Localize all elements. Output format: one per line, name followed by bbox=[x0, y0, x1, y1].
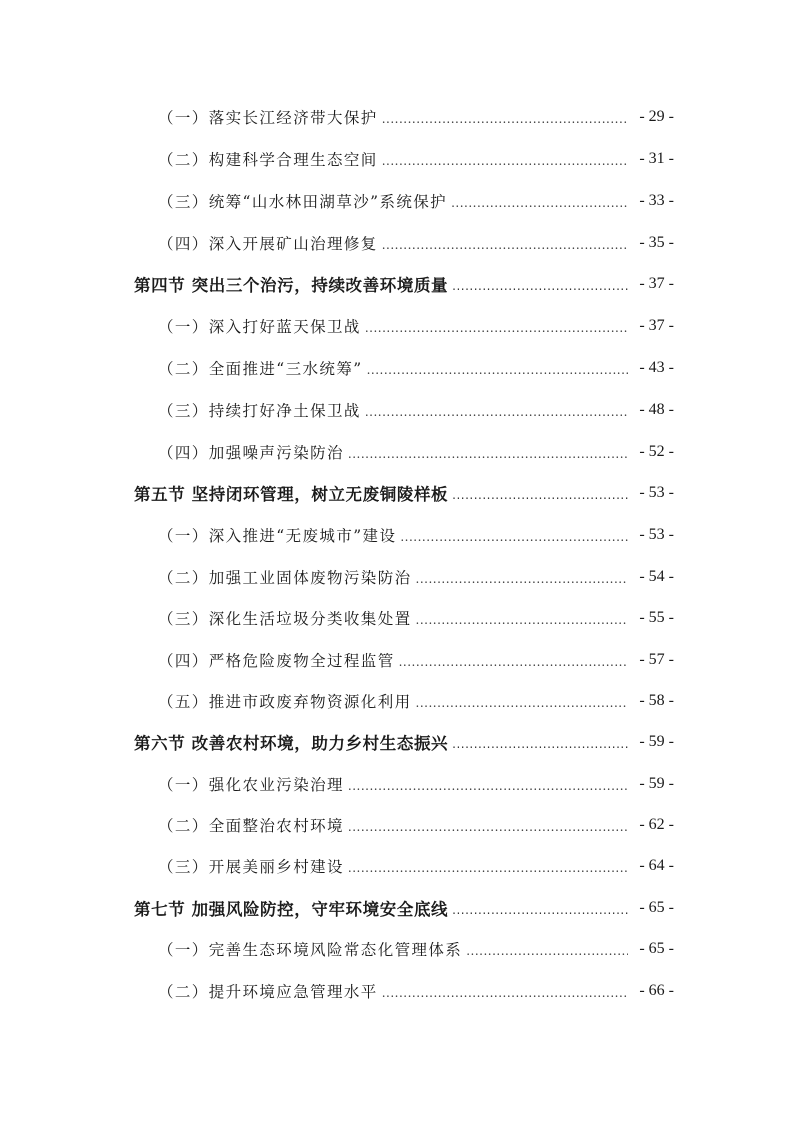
toc-entry-sub[interactable] bbox=[0, 353, 794, 383]
toc-entry-page: - 64 - bbox=[639, 857, 674, 874]
toc-entry-sub[interactable] bbox=[0, 810, 794, 840]
dot-leader bbox=[416, 572, 628, 586]
toc-entry-page: - 53 - bbox=[639, 526, 674, 543]
dot-leader bbox=[348, 447, 628, 461]
toc-entry-title: （四）严格危险废物全过程监管 bbox=[158, 652, 395, 670]
dot-leader bbox=[452, 279, 628, 293]
toc-entry-page: - 65 - bbox=[639, 899, 674, 916]
toc-entry-title: 第六节 改善农村环境，助力乡村生态振兴 bbox=[134, 734, 449, 753]
toc-entry-sub[interactable] bbox=[0, 645, 794, 675]
toc-entry-page: - 62 - bbox=[639, 816, 674, 833]
toc-entry-title: （一）强化农业污染治理 bbox=[158, 776, 344, 794]
toc-entry-title: （三）统筹“山水林田湖草沙”系统保护 bbox=[158, 193, 448, 211]
toc-entry-sub[interactable] bbox=[0, 851, 794, 881]
toc-entry-sub[interactable] bbox=[0, 437, 794, 467]
toc-entry-page: - 57 - bbox=[639, 651, 674, 668]
toc-entry-sub[interactable] bbox=[0, 562, 794, 592]
toc-entry-title: 第七节 加强风险防控，守牢环境安全底线 bbox=[134, 900, 449, 919]
toc-entry-sub[interactable] bbox=[0, 603, 794, 633]
toc-entry-page: - 66 - bbox=[639, 982, 674, 999]
toc-entry-page: - 33 - bbox=[639, 192, 674, 209]
toc-entry-page: - 52 - bbox=[639, 443, 674, 460]
toc-entry-sub[interactable] bbox=[0, 686, 794, 716]
dot-leader bbox=[382, 112, 628, 126]
toc-entry-page: - 58 - bbox=[639, 692, 674, 709]
toc-entry-title: （二）提升环境应急管理水平 bbox=[158, 983, 378, 1001]
toc-entry-page: - 31 - bbox=[639, 150, 674, 167]
dot-leader bbox=[348, 861, 628, 875]
toc-entry-sub[interactable] bbox=[0, 934, 794, 964]
dot-leader bbox=[452, 903, 628, 917]
toc-entry-title: （三）持续打好净土保卫战 bbox=[158, 402, 361, 420]
dot-leader bbox=[348, 779, 628, 793]
dot-leader bbox=[382, 154, 628, 168]
toc-entry-sub[interactable] bbox=[0, 976, 794, 1006]
dot-leader bbox=[365, 321, 628, 335]
dot-leader bbox=[399, 655, 628, 669]
dot-leader bbox=[382, 238, 628, 252]
toc-entry-title: （一）深入打好蓝天保卫战 bbox=[158, 318, 361, 336]
toc-entry-title: （四）加强噪声污染防治 bbox=[158, 444, 344, 462]
toc-entry-page: - 54 - bbox=[639, 568, 674, 585]
toc-entry-title: （二）构建科学合理生态空间 bbox=[158, 151, 378, 169]
toc-entry-title: 第五节 坚持闭环管理，树立无废铜陵样板 bbox=[134, 485, 449, 504]
toc-entry-page: - 65 - bbox=[639, 940, 674, 957]
toc-entry-title: （三）深化生活垃圾分类收集处置 bbox=[158, 610, 412, 628]
toc-entry-page: - 53 - bbox=[639, 484, 674, 501]
toc-entry-section[interactable] bbox=[0, 893, 794, 923]
toc-entry-sub[interactable] bbox=[0, 520, 794, 550]
toc-entry-page: - 35 - bbox=[639, 234, 674, 251]
toc-entry-page: - 59 - bbox=[639, 775, 674, 792]
dot-leader bbox=[452, 737, 628, 751]
toc-entry-title: 第四节 突出三个治污，持续改善环境质量 bbox=[134, 276, 449, 295]
toc-entry-sub[interactable] bbox=[0, 228, 794, 258]
toc-entry-sub[interactable] bbox=[0, 311, 794, 341]
toc-entry-title: （一）落实长江经济带大保护 bbox=[158, 109, 378, 127]
toc-entry-page: - 43 - bbox=[639, 359, 674, 376]
toc-entry-section[interactable] bbox=[0, 478, 794, 508]
dot-leader bbox=[416, 613, 628, 627]
dot-leader bbox=[367, 363, 628, 377]
toc-entry-title: （一）深入推进“无废城市”建设 bbox=[158, 527, 397, 545]
dot-leader bbox=[451, 196, 628, 210]
toc-entry-sub[interactable] bbox=[0, 102, 794, 132]
toc-entry-page: - 55 - bbox=[639, 609, 674, 626]
toc-entry-page: - 37 - bbox=[639, 275, 674, 292]
toc-entry-page: - 37 - bbox=[639, 317, 674, 334]
toc-entry-sub[interactable] bbox=[0, 769, 794, 799]
dot-leader bbox=[348, 820, 628, 834]
toc-entry-page: - 29 - bbox=[639, 108, 674, 125]
dot-leader bbox=[400, 530, 628, 544]
toc-entry-title: （五）推进市政废弃物资源化利用 bbox=[158, 693, 412, 711]
toc-entry-sub[interactable] bbox=[0, 186, 794, 216]
toc-entry-title: （二）全面整治农村环境 bbox=[158, 817, 344, 835]
dot-leader bbox=[382, 986, 628, 1000]
toc-entry-page: - 48 - bbox=[639, 401, 674, 418]
dot-leader bbox=[365, 405, 628, 419]
toc-entry-title: （三）开展美丽乡村建设 bbox=[158, 858, 344, 876]
toc-entry-section[interactable] bbox=[0, 269, 794, 299]
toc-entry-title: （四）深入开展矿山治理修复 bbox=[158, 235, 378, 253]
toc-entry-title: （二）加强工业固体废物污染防治 bbox=[158, 569, 412, 587]
toc-entry-page: - 59 - bbox=[639, 733, 674, 750]
toc-entry-title: （二）全面推进“三水统筹” bbox=[158, 360, 363, 378]
toc-entry-section[interactable] bbox=[0, 727, 794, 757]
toc-entry-title: （一）完善生态环境风险常态化管理体系 bbox=[158, 941, 463, 959]
toc-entry-sub[interactable] bbox=[0, 395, 794, 425]
toc-entry-sub[interactable] bbox=[0, 144, 794, 174]
dot-leader bbox=[466, 944, 628, 958]
dot-leader bbox=[452, 488, 628, 502]
dot-leader bbox=[416, 696, 628, 710]
